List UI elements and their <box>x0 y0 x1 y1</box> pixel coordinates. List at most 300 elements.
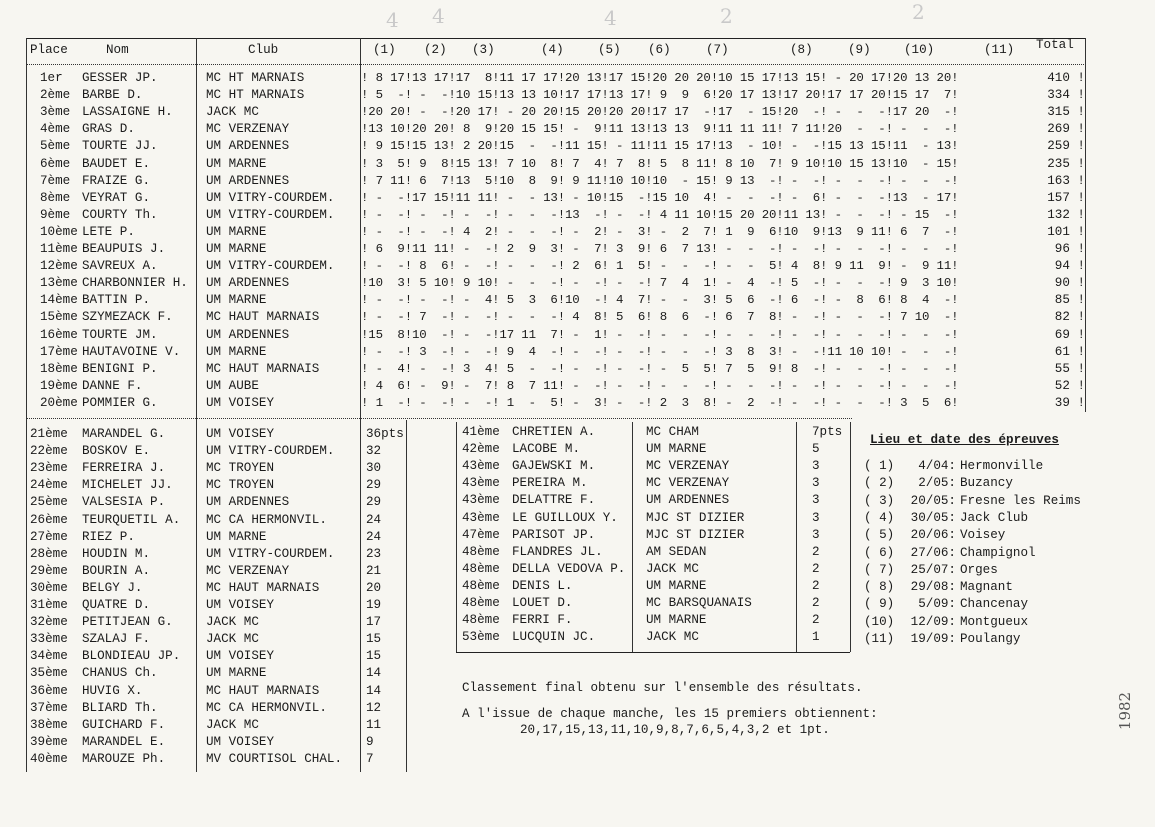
venue-place: Fresne les Reims <box>960 493 1081 508</box>
row-points: 3 <box>812 493 820 508</box>
row-points: 21 <box>366 563 382 578</box>
row-place: 32ème <box>30 615 68 630</box>
header-club: Club <box>248 43 279 57</box>
row-club: MC TROYEN <box>206 478 275 493</box>
venue-round: ( 5) <box>864 528 895 543</box>
venue-date: 20/05: <box>910 493 956 508</box>
row-total: 315 ! <box>1047 105 1085 120</box>
row-place: 42ème <box>462 442 500 457</box>
row-club: UM MARNE <box>206 344 267 359</box>
row-club: UM VITRY-COURDEM. <box>206 190 335 205</box>
row-place: 14ème <box>40 293 78 308</box>
row-place: 39ème <box>30 734 68 749</box>
row-place: 20ème <box>40 395 78 410</box>
row-place: 6ème <box>40 156 71 171</box>
row-place: 27ème <box>30 529 68 544</box>
row-club: MC HAUT MARNAIS <box>206 310 320 325</box>
column-separator <box>796 422 797 652</box>
row-round-scores: ! 6 9!11 11! - -! 2 9 3! - 7! 3 9! 6 7 13! - - -! - -! - - -! - - -! <box>361 242 959 256</box>
row-points: 3 <box>812 510 820 525</box>
row-club: UM ARDENNES <box>646 493 730 508</box>
row-place: 15ème <box>40 310 78 325</box>
row-round-scores: !20 20! - -!20 17! - 20 20!15 20!20 20!17 17 -!17 - 15!20 -! - - -!17 20 -! <box>361 105 959 120</box>
row-name: MARANDEL G. <box>82 427 166 441</box>
row-points: 3 <box>812 476 820 491</box>
row-place: 43ème <box>462 493 500 508</box>
row-name: BLONDIEAU JP. <box>82 649 181 664</box>
venue-date: 4/04: <box>918 459 956 473</box>
row-total: 163 ! <box>1047 173 1085 188</box>
row-total: 55 ! <box>1054 361 1085 376</box>
venue-date: 30/05: <box>910 510 956 525</box>
row-name: MICHELET JJ. <box>82 478 173 493</box>
row-round-scores: ! - -! - -! - -! - - -!13 -! - -! 4 11 10!15 20 20!11 13! - - -! - 15 -! <box>361 207 959 222</box>
row-name: DENIS L. <box>512 578 573 593</box>
row-club: UM VITRY-COURDEM. <box>206 546 335 561</box>
row-place: 4ème <box>40 122 71 137</box>
row-club: UM VITRY-COURDEM. <box>206 444 335 459</box>
column-separator <box>850 422 851 652</box>
row-points: 24 <box>366 512 382 527</box>
venue-place: Montgueux <box>960 614 1029 629</box>
row-place: 48ème <box>462 578 500 593</box>
pencil-mark: 4 <box>432 4 445 28</box>
row-name: PETITJEAN G. <box>82 615 173 630</box>
row-place: 8ème <box>40 190 71 205</box>
row-points: 15 <box>366 632 382 647</box>
venue-round: ( 7) <box>864 562 895 577</box>
row-total: 269 ! <box>1047 122 1085 137</box>
row-round-scores: ! 8 17!13 17!17 8!11 17 17!20 13!17 15!20 20 20!10 15 17!13 15! - 20 17!20 13 20! <box>361 71 959 85</box>
venue-date: 19/09: <box>910 632 956 646</box>
row-points: 20 <box>366 580 382 595</box>
row-club: JACK MC <box>646 561 699 576</box>
row-points: 7 <box>366 751 374 766</box>
row-place: 48ème <box>462 613 500 628</box>
header-round-6: (6) <box>648 43 671 57</box>
header-total: Total <box>1036 38 1074 52</box>
row-club: MC HAUT MARNAIS <box>206 361 320 376</box>
header-round-8: (8) <box>790 43 813 57</box>
row-club: JACK MC <box>206 615 259 630</box>
row-club: JACK MC <box>206 105 259 120</box>
row-name: FERREIRA J. <box>82 461 166 476</box>
table-bottom-rule <box>26 418 852 419</box>
pencil-mark: 4 <box>604 6 617 30</box>
row-total: 96 ! <box>1054 242 1085 256</box>
row-place: 22ème <box>30 444 68 459</box>
row-place: 1er <box>40 71 63 85</box>
row-name: SZALAJ F. <box>82 632 151 647</box>
row-place: 7ème <box>40 173 71 188</box>
row-club: UM MARNE <box>646 613 707 628</box>
venue-round: ( 2) <box>864 476 895 491</box>
row-club: MJC ST DIZIER <box>646 510 745 525</box>
row-club: UM VOISEY <box>206 649 275 664</box>
header-round-7: (7) <box>706 43 729 57</box>
row-place: 2ème <box>40 88 71 103</box>
venue-place: Hermonville <box>960 459 1044 473</box>
row-place: 26ème <box>30 512 68 527</box>
row-place: 48ème <box>462 596 500 610</box>
row-points: 23 <box>366 546 382 561</box>
row-round-scores: ! - -! 8 6! - -! - - -! 2 6! 1 5! - - -! - - 5! 4 8! 9 11 9! - 9 11! <box>361 259 959 274</box>
row-total: 334 ! <box>1047 88 1085 103</box>
row-club: UM MARNE <box>206 156 267 171</box>
venue-place: Jack Club <box>960 510 1029 525</box>
row-name: BELGY J. <box>82 580 143 595</box>
row-name: HOUDIN M. <box>82 546 151 561</box>
row-place: 24ème <box>30 478 68 493</box>
header-round-9: (9) <box>848 43 871 57</box>
year-annotation: 1982 <box>1116 691 1135 731</box>
row-name: TOURTE JM. <box>82 327 158 342</box>
row-club: UM VITRY-COURDEM. <box>206 207 335 222</box>
row-place: 48ème <box>462 561 500 576</box>
row-place: 5ème <box>40 139 71 154</box>
row-total: 39 ! <box>1054 395 1085 410</box>
row-club: JACK MC <box>206 717 259 732</box>
row-points: 15 <box>366 649 382 664</box>
table-top-rule <box>26 38 1086 39</box>
row-points: 2 <box>812 596 820 610</box>
header-round-4: (4) <box>541 43 564 57</box>
row-name: PEREIRA M. <box>512 476 588 491</box>
row-place: 30ème <box>30 580 68 595</box>
row-place: 47ème <box>462 527 500 542</box>
row-club: MC CA HERMONVIL. <box>206 512 327 527</box>
row-name: LACOBE M. <box>512 442 581 457</box>
venue-round: ( 4) <box>864 510 895 525</box>
row-total: 259 ! <box>1047 139 1085 154</box>
venue-round: ( 6) <box>864 545 895 560</box>
row-club: UM ARDENNES <box>206 139 290 154</box>
venue-place: Orges <box>960 562 998 577</box>
row-club: MC CHAM <box>646 425 699 439</box>
row-round-scores: ! 1 -! - -! - -! 1 - 5! - 3! - -! 2 3 8! - 2 -! - -! - - -! 3 5 6! <box>361 395 959 410</box>
row-club: UM VOISEY <box>206 395 275 410</box>
row-place: 40ème <box>30 751 68 766</box>
row-club: UM ARDENNES <box>206 276 290 291</box>
row-club: MJC ST DIZIER <box>646 527 745 542</box>
row-club: UM MARNE <box>206 224 267 239</box>
row-round-scores: ! - -! - -! - 4! 5 3 6!10 -! 4 7! - - 3! 5 6 -! 6 -! - 8 6! 8 4 -! <box>361 293 959 308</box>
header-round-2: (2) <box>424 43 447 57</box>
row-club: MC HAUT MARNAIS <box>206 580 320 595</box>
row-place: 16ème <box>40 327 78 342</box>
row-place: 25ème <box>30 495 68 510</box>
row-points: 7pts <box>812 425 843 439</box>
row-name: HUVIG X. <box>82 683 143 698</box>
pencil-mark: 4 <box>386 8 399 32</box>
row-club: UM VOISEY <box>206 598 275 612</box>
row-total: 235 ! <box>1047 156 1085 171</box>
row-name: GESSER JP. <box>82 71 158 85</box>
row-points: 17 <box>366 615 382 630</box>
row-points: 19 <box>366 598 382 612</box>
row-name: TEURQUETIL A. <box>82 512 181 527</box>
row-place: 21ème <box>30 427 68 441</box>
column-separator <box>632 422 633 652</box>
row-round-scores: !15 8!10 -! - -!17 11 7! - 1! - -! - - -! - - -! - -! - - -! - - -! <box>361 327 959 342</box>
row-club: MC HT MARNAIS <box>206 71 305 85</box>
row-name: VALSESIA P. <box>82 495 166 510</box>
row-club: MC VERZENAY <box>206 563 290 578</box>
venue-round: (10) <box>864 614 895 629</box>
row-club: UM VOISEY <box>206 734 275 749</box>
row-total: 82 ! <box>1054 310 1085 325</box>
venue-date: 27/06: <box>910 545 956 560</box>
row-name: DANNE F. <box>82 378 143 393</box>
row-total: 132 ! <box>1047 207 1085 222</box>
venue-round: (11) <box>864 632 895 646</box>
row-points: 11 <box>366 717 382 732</box>
row-points: 1 <box>812 630 820 645</box>
row-total: 94 ! <box>1054 259 1085 274</box>
venue-place: Poulangy <box>960 632 1021 646</box>
row-club: UM MARNE <box>206 293 267 308</box>
row-points: 2 <box>812 613 820 628</box>
row-total: 52 ! <box>1054 378 1085 393</box>
row-round-scores: ! 9 15!15 13! 2 20!15 - -!11 15! - 11!11 15 17!13 - 10! - -!15 13 15!11 - 13! <box>361 139 959 154</box>
row-club: MC HAUT MARNAIS <box>206 683 320 698</box>
row-name: BLIARD Th. <box>82 700 158 715</box>
venue-place: Champignol <box>960 545 1036 560</box>
row-club: JACK MC <box>206 632 259 647</box>
row-name: FERRI F. <box>512 613 573 628</box>
row-points: 29 <box>366 478 382 493</box>
row-name: PARISOT JP. <box>512 527 596 542</box>
row-name: SAVREUX A. <box>82 259 158 274</box>
row-round-scores: ! - 4! - -! 3 4! 5 - -! - -! - -! - 5 5! 7 5 9! 8 -! - - -! - - -! <box>361 361 959 376</box>
row-round-scores: ! - -! 3 -! - -! 9 4 -! - -! - -! - - -! 3 8 3! - -!11 10 10! - - -! <box>361 344 959 359</box>
row-points: 12 <box>366 700 382 715</box>
row-name: GRAS D. <box>82 122 135 137</box>
row-name: GAJEWSKI M. <box>512 459 596 474</box>
row-name: CHARBONNIER H. <box>82 276 188 291</box>
row-place: 34ème <box>30 649 68 664</box>
row-name: HAUTAVOINE V. <box>82 344 181 359</box>
row-place: 10ème <box>40 224 78 239</box>
lower-mid-bottom-rule <box>456 652 850 653</box>
row-round-scores: ! 3 5! 9 8!15 13! 7 10 8! 7 4! 7 8! 5 8 11! 8 10 7! 9 10!10 15 13!10 - 15! <box>361 156 959 171</box>
row-name: RIEZ P. <box>82 529 135 544</box>
row-name: LASSAIGNE H. <box>82 105 173 120</box>
row-name: QUATRE D. <box>82 598 151 612</box>
row-place: 38ème <box>30 717 68 732</box>
row-name: DELLA VEDOVA P. <box>512 561 626 576</box>
row-points: 2 <box>812 544 820 559</box>
row-place: 9ème <box>40 207 71 222</box>
row-club: UM VITRY-COURDEM. <box>206 259 335 274</box>
row-name: TOURTE JJ. <box>82 139 158 154</box>
note-points-scale: 20,17,15,13,11,10,9,8,7,6,5,4,3,2 et 1pt. <box>520 723 830 737</box>
row-points: 36pts <box>366 427 404 441</box>
row-place: 53ème <box>462 630 500 645</box>
row-club: MC HT MARNAIS <box>206 88 305 103</box>
row-name: COURTY Th. <box>82 207 158 222</box>
venue-date: 2/05: <box>918 476 956 491</box>
header-round-11: (11) <box>984 43 1015 57</box>
header-round-3: (3) <box>472 43 495 57</box>
row-round-scores: !13 10!20 20! 8 9!20 15 15! - 9!11 13!13 13 9!11 11 11! 7 11!20 - -! - - -! <box>361 122 959 137</box>
venue-date: 25/07: <box>910 562 956 577</box>
venue-round: ( 9) <box>864 597 895 612</box>
note-final-ranking: Classement final obtenu sur l'ensemble des résultats. <box>462 681 863 695</box>
row-round-scores: ! - -!17 15!11 11! - - 13! - 10!15 -!15 10 4! - - -! - 6! - - -!13 - 17! <box>361 190 959 205</box>
row-total: 410 ! <box>1047 71 1085 85</box>
row-points: 32 <box>366 444 382 459</box>
row-points: 29 <box>366 495 382 510</box>
venue-date: 5/09: <box>918 597 956 612</box>
row-name: BATTIN P. <box>82 293 151 308</box>
venue-round: ( 3) <box>864 493 895 508</box>
row-total: 90 ! <box>1054 276 1085 291</box>
row-club: UM MARNE <box>206 666 267 681</box>
row-points: 2 <box>812 578 820 593</box>
row-name: BARBE D. <box>82 88 143 103</box>
column-separator <box>1085 38 1086 412</box>
row-points: 3 <box>812 459 820 474</box>
row-points: 9 <box>366 734 374 749</box>
venue-date: 29/08: <box>910 580 956 595</box>
row-club: UM ARDENNES <box>206 327 290 342</box>
venue-place: Buzancy <box>960 476 1013 491</box>
row-place: 33ème <box>30 632 68 647</box>
row-club: MC VERZENAY <box>206 122 290 137</box>
row-round-scores: ! 5 -! - -!10 15!13 13 10!17 17!13 17! 9 9 6!20 17 13!17 20!17 17 20!15 17 7! <box>361 88 959 103</box>
venue-place: Voisey <box>960 528 1006 543</box>
header-rule <box>26 64 1086 65</box>
pencil-mark: 2 <box>912 0 925 24</box>
row-name: FLANDRES JL. <box>512 544 603 559</box>
row-name: LETE P. <box>82 224 135 239</box>
venue-place: Magnant <box>960 580 1013 595</box>
row-place: 29ème <box>30 563 68 578</box>
row-club: JACK MC <box>646 630 699 645</box>
pencil-mark: 2 <box>720 4 733 28</box>
column-separator <box>196 38 197 772</box>
row-place: 41ème <box>462 425 500 439</box>
row-total: 101 ! <box>1047 224 1085 239</box>
row-club: UM MARNE <box>646 442 707 457</box>
row-club: MC TROYEN <box>206 461 275 476</box>
row-club: UM MARNE <box>206 242 267 256</box>
row-club: UM MARNE <box>646 578 707 593</box>
row-place: 12ème <box>40 259 78 274</box>
row-total: 69 ! <box>1054 327 1085 342</box>
row-round-scores: !10 3! 5 10! 9 10! - - -! - -! - -! 7 4 1! - 4 -! 5 -! - - -! 9 3 10! <box>361 276 959 291</box>
venue-round: ( 1) <box>864 459 895 473</box>
row-club: MC CA HERMONVIL. <box>206 700 327 715</box>
row-name: BENIGNI P. <box>82 361 158 376</box>
row-name: MARANDEL E. <box>82 734 166 749</box>
row-place: 43ème <box>462 476 500 491</box>
row-points: 24 <box>366 529 382 544</box>
row-name: GUICHARD F. <box>82 717 166 732</box>
row-place: 17ème <box>40 344 78 359</box>
row-points: 3 <box>812 527 820 542</box>
row-club: MC BARSQUANAIS <box>646 596 752 610</box>
row-place: 18ème <box>40 361 78 376</box>
row-name: SZYMEZACK F. <box>82 310 173 325</box>
column-separator <box>360 38 361 772</box>
row-place: 35ème <box>30 666 68 681</box>
row-club: UM MARNE <box>206 529 267 544</box>
column-separator <box>406 420 407 772</box>
row-name: LUCQUIN JC. <box>512 630 596 645</box>
row-total: 157 ! <box>1047 190 1085 205</box>
row-total: 61 ! <box>1054 344 1085 359</box>
row-place: 13ème <box>40 276 78 291</box>
header-round-5: (5) <box>598 43 621 57</box>
header-round-10: (10) <box>904 43 935 57</box>
header-place: Place <box>30 43 68 57</box>
row-name: BOURIN A. <box>82 563 151 578</box>
column-separator <box>26 38 27 772</box>
row-name: FRAIZE G. <box>82 173 151 188</box>
row-name: BOSKOV E. <box>82 444 151 459</box>
row-place: 43ème <box>462 459 500 474</box>
row-club: UM ARDENNES <box>206 495 290 510</box>
header-nom: Nom <box>106 43 129 57</box>
row-name: MAROUZE Ph. <box>82 751 166 766</box>
row-club: MC VERZENAY <box>646 476 730 491</box>
row-name: LE GUILLOUX Y. <box>512 510 618 525</box>
row-place: 19ème <box>40 378 78 393</box>
row-place: 37ème <box>30 700 68 715</box>
row-place: 48ème <box>462 544 500 559</box>
row-points: 5 <box>812 442 820 457</box>
row-name: CHANUS Ch. <box>82 666 158 681</box>
row-round-scores: ! 4 6! - 9! - 7! 8 7 11! - -! - -! - - -! - - -! - -! - - -! - - -! <box>361 378 959 393</box>
row-points: 14 <box>366 683 382 698</box>
row-name: POMMIER G. <box>82 395 158 410</box>
row-club: AM SEDAN <box>646 544 707 559</box>
header-round-1: (1) <box>373 43 396 57</box>
note-points-intro: A l'issue de chaque manche, les 15 premiers obtiennent: <box>462 707 878 721</box>
row-place: 43ème <box>462 510 500 525</box>
row-name: DELATTRE F. <box>512 493 596 508</box>
row-place: 28ème <box>30 546 68 561</box>
row-name: BAUDET E. <box>82 156 151 171</box>
row-club: MC VERZENAY <box>646 459 730 474</box>
row-round-scores: ! - -! 7 -! - -! - - -! 4 8! 5 6! 8 6 -! 6 7 8! - -! - - -! 7 10 -! <box>361 310 959 325</box>
row-points: 14 <box>366 666 382 681</box>
row-place: 31ème <box>30 598 68 612</box>
row-club: UM AUBE <box>206 378 259 393</box>
row-name: CHRETIEN A. <box>512 425 596 439</box>
venue-date: 12/09: <box>910 614 956 629</box>
row-name: VEYRAT G. <box>82 190 151 205</box>
row-place: 3ème <box>40 105 71 120</box>
row-club: UM ARDENNES <box>206 173 290 188</box>
column-separator <box>456 422 457 652</box>
venues-title: Lieu et date des épreuves <box>870 433 1059 447</box>
row-points: 2 <box>812 561 820 576</box>
venue-round: ( 8) <box>864 580 895 595</box>
row-club: MV COURTISOL CHAL. <box>206 751 343 766</box>
venue-date: 20/06: <box>910 528 956 543</box>
row-name: LOUET D. <box>512 596 573 610</box>
row-place: 36ème <box>30 683 68 698</box>
row-round-scores: ! - -! - -! 4 2! - - -! - 2! - 3! - 2 7! 1 9 6!10 9!13 9 11! 6 7 -! <box>361 224 959 239</box>
row-round-scores: ! 7 11! 6 7!13 5!10 8 9! 9 11!10 10!10 - 15! 9 13 -! - -! - - -! - - -! <box>361 173 959 188</box>
row-club: UM VOISEY <box>206 427 275 441</box>
row-place: 23ème <box>30 461 68 476</box>
row-place: 11ème <box>40 242 78 256</box>
row-total: 85 ! <box>1054 293 1085 308</box>
